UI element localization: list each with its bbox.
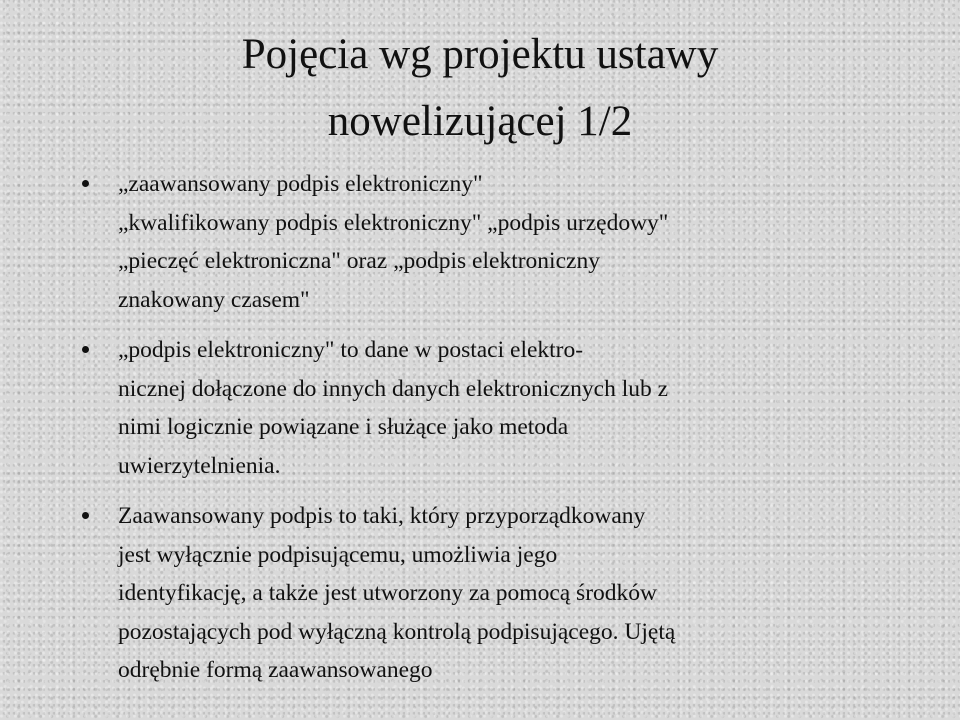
bullet-line: „kwalifikowany podpis elektroniczny" „podpis urzędowy": [118, 209, 669, 236]
bullet-line: znakowany czasem": [118, 286, 310, 313]
bullet-line: uwierzytelnienia.: [118, 452, 281, 479]
bullet-line: „podpis elektroniczny" to dane w postaci elektro-: [118, 337, 584, 363]
bullet-line: „zaawansowany podpis elektroniczny": [118, 171, 483, 197]
bullet-item: [118, 165, 888, 319]
bullet-line: odrębnie formą zaawansowanego: [118, 657, 433, 683]
bullet-dot-icon: [82, 346, 89, 353]
bullet-line: pozostających pod wyłączną kontrolą podpisującego. Ujętą: [118, 618, 676, 645]
bullet-item: [118, 331, 888, 485]
slide-title-line: nowelizującej 1/2: [327, 97, 633, 145]
slide-title-line: Pojęcia wg projektu ustawy: [241, 31, 719, 78]
bullet-line: jest wyłącznie podpisującemu, umożliwia jego: [118, 541, 558, 568]
bullet-dot-icon: [82, 512, 89, 519]
bullet-line: Zaawansowany podpis to taki, który przyporządkowany: [118, 503, 646, 529]
bullet-line: „pieczęć elektroniczna" oraz „podpis elektroniczny: [118, 248, 600, 274]
bullet-list: [118, 165, 888, 702]
bullet-line: identyfikację, a także jest utworzony za pomocą środków: [118, 580, 657, 606]
bullet-dot-icon: [82, 180, 89, 187]
bullet-line: nimi logicznie powiązane i służące jako metoda: [118, 414, 569, 440]
bullet-item: [118, 497, 888, 690]
bullet-line: nicznej dołączone do innych danych elektronicznych lub z: [118, 375, 669, 402]
slide-title: [80, 22, 880, 155]
